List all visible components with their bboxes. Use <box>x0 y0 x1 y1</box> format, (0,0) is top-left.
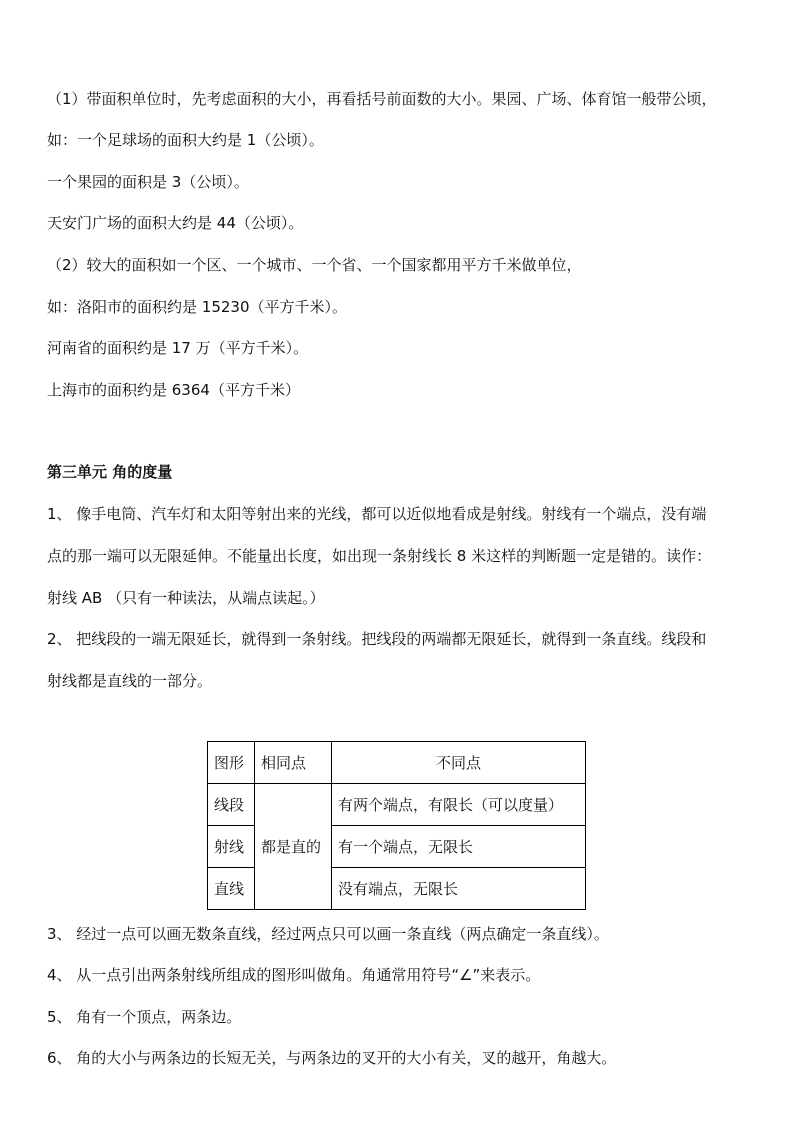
table-cell-common: 都是直的 <box>255 784 332 910</box>
unit3-item-1-line-1: 1、 像手电筒、汽车灯和太阳等射出来的光线，都可以近似地看成是射线。射线有一个端点，没有端 <box>47 505 707 523</box>
area-rule-1: （1）带面积单位时，先考虑面积的大小，再看括号前面数的大小。果园、广场、体育馆一般带公顷， <box>47 90 717 108</box>
unit3-item-6: 6、 角的大小与两条边的长短无关，与两条边的叉开的大小有关，叉的越开，角越大。 <box>47 1049 617 1067</box>
table-cell-difference: 有两个端点，有限长（可以度量） <box>332 784 586 826</box>
unit3-item-2-line-1: 2、 把线段的一端无限延长，就得到一条射线。把线段的两端都无限延长，就得到一条直线。线段和 <box>47 630 707 648</box>
table-header-shape: 图形 <box>208 742 255 784</box>
table-header-common: 相同点 <box>255 742 332 784</box>
area-example-tiananmen: 天安门广场的面积大约是 44（公顷）。 <box>47 214 304 232</box>
table-header-row <box>208 742 586 784</box>
table-header-difference: 不同点 <box>332 742 586 784</box>
unit3-item-4: 4、 从一点引出两条射线所组成的图形叫做角。角通常用符号“∠”来表示。 <box>47 966 541 984</box>
table-row <box>208 784 586 826</box>
area-example-shanghai: 上海市的面积约是 6364（平方千米） <box>47 381 300 399</box>
unit3-item-1-line-3: 射线 AB （只有一种读法，从端点读起。） <box>47 589 325 607</box>
unit3-item-2-line-2: 射线都是直线的一部分。 <box>47 672 213 690</box>
area-example-henan: 河南省的面积约是 17 万（平方千米）。 <box>47 339 309 357</box>
unit3-item-3: 3、 经过一点可以画无数条直线，经过两点只可以画一条直线（两点确定一条直线）。 <box>47 925 609 943</box>
area-example-football-field: 如：一个足球场的面积大约是 1（公顷）。 <box>47 131 324 149</box>
line-comparison-table <box>207 741 586 910</box>
area-example-luoyang: 如：洛阳市的面积约是 15230（平方千米）。 <box>47 298 347 316</box>
unit3-item-1-line-2: 点的那一端可以无限延伸。不能量出长度，如出现一条射线长 8 米这样的判断题一定是错的。读作： <box>47 547 712 565</box>
area-rule-2: （2）较大的面积如一个区、一个城市、一个省、一个国家都用平方千米做单位， <box>47 256 582 274</box>
table-cell-difference: 有一个端点，无限长 <box>332 826 586 868</box>
unit3-item-5: 5、 角有一个顶点，两条边。 <box>47 1008 242 1026</box>
table-cell-difference: 没有端点，无限长 <box>332 868 586 910</box>
unit3-heading: 第三单元 角的度量 <box>47 463 173 481</box>
table-cell-shape: 线段 <box>208 784 255 826</box>
area-example-orchard: 一个果园的面积是 3（公顷）。 <box>47 173 249 191</box>
table-cell-shape: 射线 <box>208 826 255 868</box>
table-cell-shape: 直线 <box>208 868 255 910</box>
